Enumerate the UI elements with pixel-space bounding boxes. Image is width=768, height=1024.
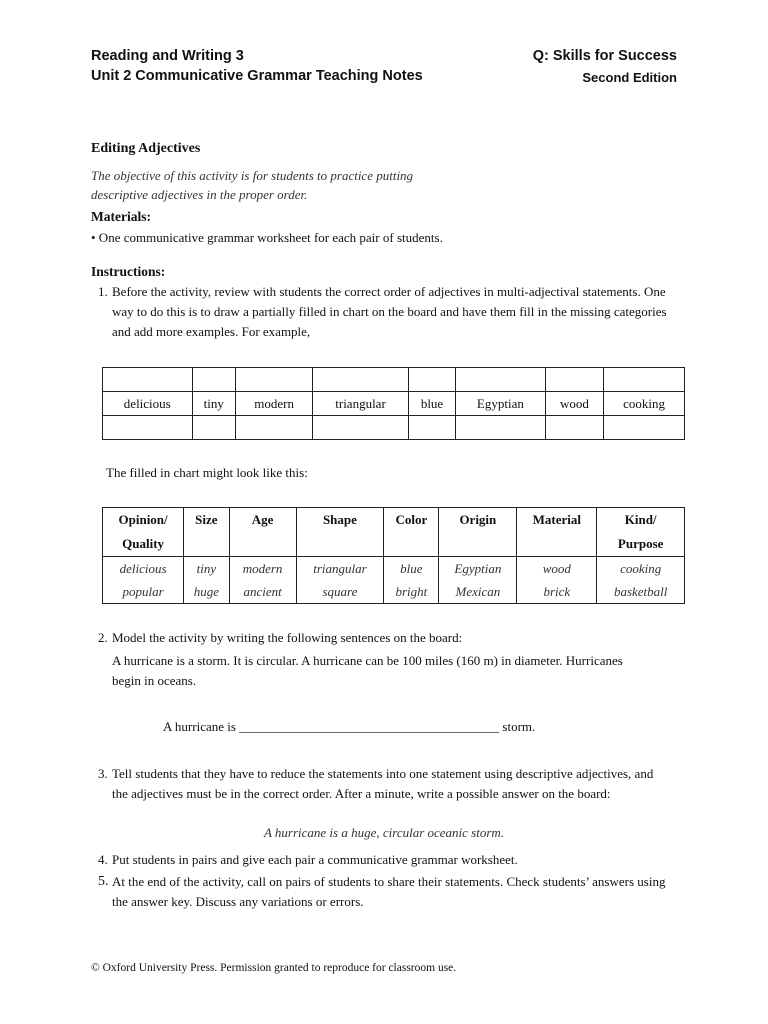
filled-chart-header: Origin (439, 508, 517, 557)
step-3 (98, 764, 658, 804)
partial-chart-cell: tiny (192, 392, 236, 416)
partial-chart-blank (236, 416, 313, 440)
partial-chart-cell: wood (545, 392, 603, 416)
partial-chart-blank (408, 416, 455, 440)
partial-chart-blank (604, 368, 685, 392)
step-5-text: At the end of the activity, call on pairs of students to share their statements. Check students’ answers using the answer key. Discuss any variations or errors. (112, 874, 666, 909)
materials-label: Materials: (91, 209, 151, 224)
step-4-number: 4. (98, 852, 108, 867)
filled-chart-header: Shape (296, 508, 384, 557)
copyright-footer: © Oxford University Press. Permission granted to reproduce for classroom use. (91, 962, 457, 974)
filled-chart-header: Material (517, 508, 597, 557)
step-2-text: Model the activity by writing the following sentences on the board: (112, 630, 463, 645)
partial-chart-blank (408, 368, 455, 392)
step-5 (98, 872, 668, 912)
filled-chart-cell: blue bright (384, 557, 439, 604)
partial-chart-blank (545, 416, 603, 440)
partial-chart-blank (456, 416, 546, 440)
doc-title: Reading and Writing 3 (91, 48, 244, 64)
filled-chart (102, 507, 685, 604)
section-title: Editing Adjectives (91, 141, 201, 156)
instructions-label: Instructions: (91, 264, 166, 279)
objective-text: The objective of this activity is for students to practice putting descriptive adjectives in the proper order. (91, 168, 414, 202)
partial-chart-blank (313, 368, 409, 392)
partial-chart-blank (545, 368, 603, 392)
partial-chart-blank (192, 368, 236, 392)
partial-chart-blank (103, 368, 193, 392)
filled-chart-intro: The filled in chart might look like this: (106, 465, 308, 480)
partial-chart-blank (604, 416, 685, 440)
filled-chart-cell: delicious popular (103, 557, 184, 604)
fill-in-sentence: A hurricane is ________________________________________ storm. (163, 719, 536, 734)
step-2 (98, 628, 688, 648)
step-4 (98, 850, 688, 870)
partial-chart-cell: triangular (313, 392, 409, 416)
filled-chart-header: Color (384, 508, 439, 557)
partial-chart-cell: delicious (103, 392, 193, 416)
filled-chart-cell: Egyptian Mexican (439, 557, 517, 604)
filled-chart-header: Age (229, 508, 296, 557)
filled-chart-cell: cooking basketball (597, 557, 685, 604)
filled-chart-cell: wood brick (517, 557, 597, 604)
step-1 (98, 282, 688, 342)
doc-subtitle: Unit 2 Communicative Grammar Teaching Notes (91, 68, 423, 84)
partial-chart-blank (456, 368, 546, 392)
filled-chart-cell: tiny huge (184, 557, 229, 604)
step-3-answer: A hurricane is a huge, circular oceanic storm. (263, 825, 505, 840)
step-5-number: 5. (98, 874, 109, 889)
filled-chart-header: Size (184, 508, 229, 557)
step-4-text: Put students in pairs and give each pair a communicative grammar worksheet. (112, 852, 518, 867)
partial-chart (102, 367, 685, 440)
edition-label: Second Edition (582, 70, 677, 85)
step-1-text: Before the activity, review with students the correct order of adjectives in multi-adjectival statements. One way to do this is to draw a partially filled in chart on the board and have them fill in the missing categories and add more examples. For example, (112, 284, 667, 339)
partial-chart-cell: modern (236, 392, 313, 416)
step-3-text: Tell students that they have to reduce the statements into one statement using descriptive adjectives, and the adjectives must be in the correct order. After a minute, write a possible answer on the board: (112, 766, 654, 801)
partial-chart-cell: cooking (604, 392, 685, 416)
filled-chart-header: Kind/ Purpose (597, 508, 685, 557)
partial-chart-cell: blue (408, 392, 455, 416)
filled-chart-cell: triangular square (296, 557, 384, 604)
partial-chart-blank (192, 416, 236, 440)
step-2-number: 2. (98, 630, 108, 645)
filled-chart-cell: modern ancient (229, 557, 296, 604)
step-1-number: 1. (98, 284, 108, 299)
partial-chart-blank (313, 416, 409, 440)
partial-chart-blank (236, 368, 313, 392)
partial-chart-blank (103, 416, 193, 440)
filled-chart-header: Opinion/ Quality (103, 508, 184, 557)
partial-chart-cell: Egyptian (456, 392, 546, 416)
step-2-example: A hurricane is a storm. It is circular. A hurricane can be 100 miles (160 m) in diameter. Hurricanes begin in oceans. (112, 653, 623, 688)
step-3-number: 3. (98, 766, 108, 781)
materials-item: • One communicative grammar worksheet for each pair of students. (91, 230, 443, 245)
brand-name: Q: Skills for Success (532, 48, 677, 64)
